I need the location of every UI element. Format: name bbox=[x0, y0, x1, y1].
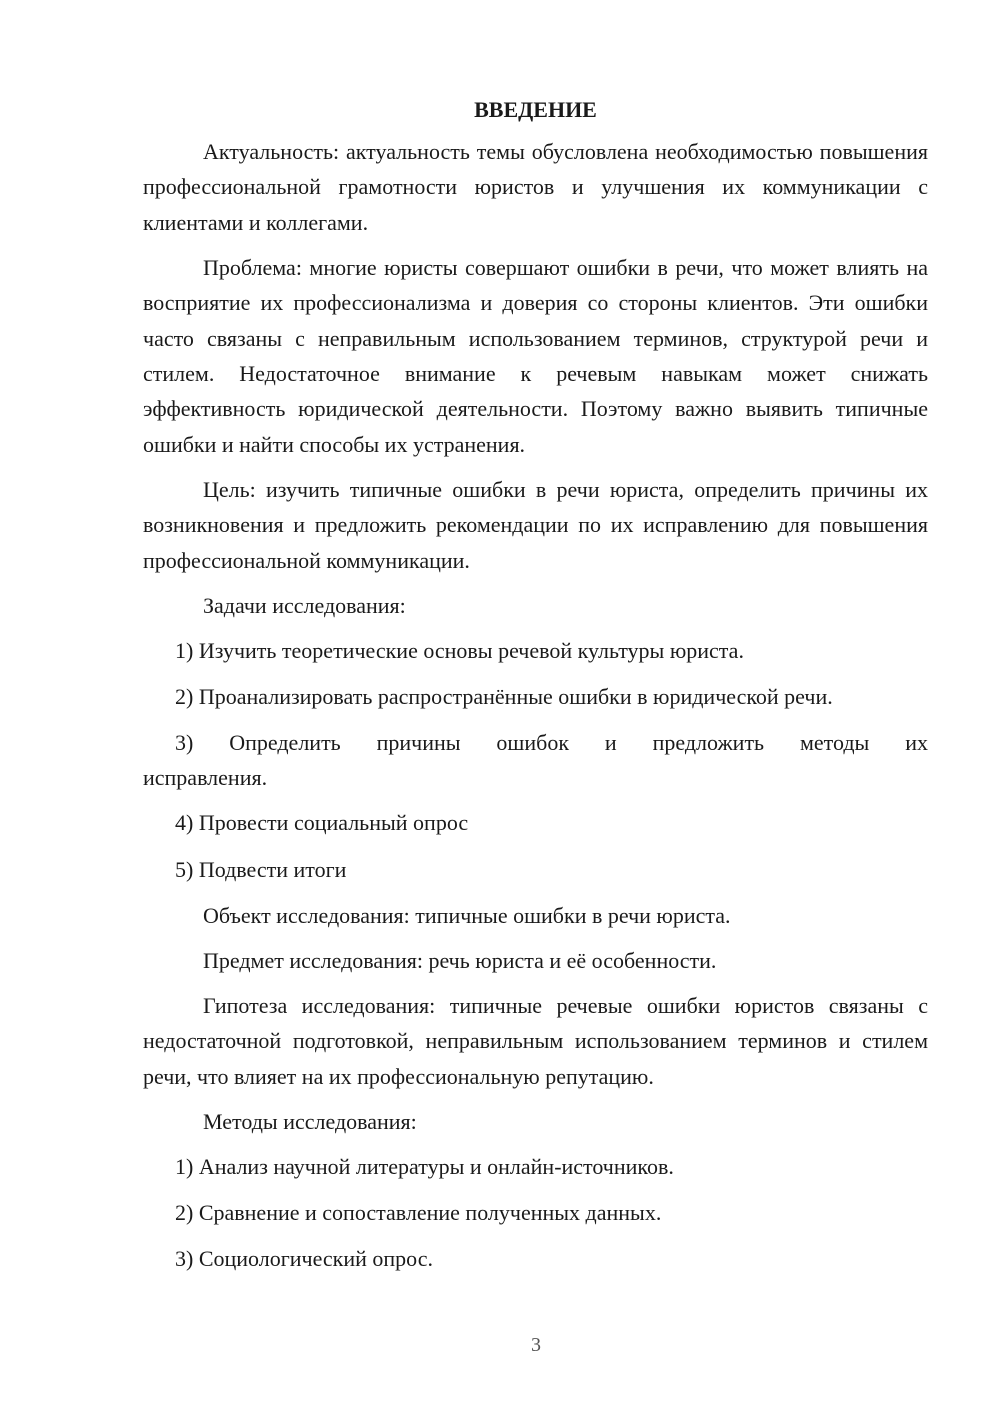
method-item-3: 3) Социологический опрос. bbox=[175, 1246, 433, 1272]
subject-paragraph: Предмет исследования: речь юриста и её особенности. bbox=[203, 947, 717, 973]
page-content bbox=[143, 94, 928, 1287]
task-item-2: 2) Проанализировать распространённые ошибки в юридической речи. bbox=[175, 683, 833, 709]
problem-paragraph: Проблема: многие юристы совершают ошибки в речи, что может влиять на восприятие их профессионализма и доверия со стороны клиентов. Эти ошибки часто связаны с неправильным использованием терминов, структурой речи и стилем. Недостаточное внимание к речевым навыкам может снижать эффективность юридической деятельности. Поэтому важно выявить типичные ошибки и найти способы их устранения. bbox=[143, 254, 928, 457]
object-paragraph: Объект исследования: типичные ошибки в речи юриста. bbox=[203, 902, 731, 928]
goal-paragraph: Цель: изучить типичные ошибки в речи юриста, определить причины их возникновения и предложить рекомендации по их исправлению для повышения профессиональной коммуникации. bbox=[143, 476, 928, 573]
page-number: 3 bbox=[531, 1334, 541, 1356]
hypothesis-paragraph: Гипотеза исследования: типичные речевые ошибки юристов связаны с недостаточной подготовкой, неправильным использованием терминов и стилем речи, что влияет на их профессиональную репутацию. bbox=[143, 992, 928, 1089]
task-item-3: 3) Определить причины ошибок и предложить методы их исправления. bbox=[143, 730, 928, 791]
task-item-5: 5) Подвести итоги bbox=[175, 856, 347, 882]
relevance-paragraph: Актуальность: актуальность темы обусловлена необходимостью повышения профессиональной грамотности юристов и улучшения их коммуникации с клиентами и коллегами. bbox=[143, 139, 928, 235]
methods-heading: Методы исследования: bbox=[203, 1108, 417, 1134]
section-title: ВВЕДЕНИЕ bbox=[474, 97, 597, 122]
method-item-2: 2) Сравнение и сопоставление полученных данных. bbox=[175, 1199, 662, 1225]
tasks-heading: Задачи исследования: bbox=[203, 592, 406, 618]
task-item-4: 4) Провести социальный опрос bbox=[175, 810, 469, 836]
task-item-1: 1) Изучить теоретические основы речевой культуры юриста. bbox=[175, 637, 744, 663]
method-item-1: 1) Анализ научной литературы и онлайн-источников. bbox=[175, 1153, 674, 1179]
